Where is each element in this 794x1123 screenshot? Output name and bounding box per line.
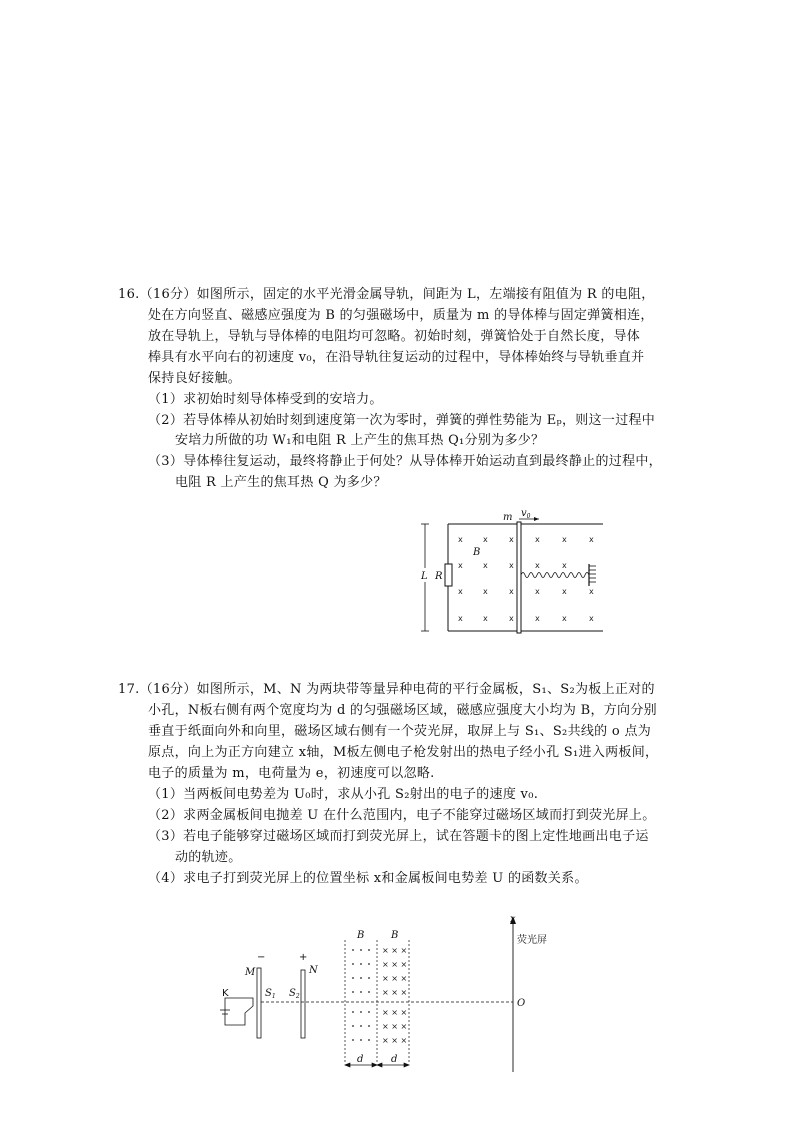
field-mark: x [509,561,514,570]
svg-text:× × ×: × × × [382,1022,408,1031]
field-mark: x [509,614,514,623]
q17-line-5: 电子的质量为 m，电荷量为 e，初速度可以忽略. [148,766,435,781]
field-out-dots [352,949,370,1041]
svg-text:× × ×: × × × [382,946,408,955]
svg-text:× × ×: × × × [382,1036,408,1045]
field-mark: x [535,561,540,570]
field-mark: x [458,614,463,623]
q17-figure [205,910,555,1080]
plate-n [301,970,305,1038]
length-label: L [421,571,428,582]
q16-sub-3: （3）导体棒往复运动，最终将静止于何处？从导体棒开始运动直到最终静止的过程中， [148,454,662,469]
gun-label: K [222,988,229,999]
field-in-crosses [382,946,407,1045]
hole-s2-label: $S_2$ [289,988,300,1000]
q16-sub-2: （2）若导体棒从初始时刻到速度第一次为零时，弹簧的弹性势能为 Eₚ，则这一过程中 [148,413,656,428]
mass-label: m [503,512,513,523]
svg-text:× × ×: × × × [382,960,408,969]
plate-n-sign: + [299,952,308,963]
field-mark: x [562,587,567,596]
field-mark: x [483,561,488,570]
q17-sub-2: （2）求两金属板间电抛差 U 在什么范围内，电子不能穿过磁场区域而打到荧光屏上。 [148,808,656,823]
q16-sub-2b: 安培力所做的功 W₁和电阻 R 上产生的焦耳热 Q₁分别为多少？ [175,433,545,448]
q17-line-1: 17.（16分）如图所示，M、N 为两块带等量异种电荷的平行金属板，S₁、S₂为板上正对的 [118,682,655,697]
plate-m-sign: − [257,952,266,963]
field-mark: x [535,587,540,596]
hole-s1-label: $S_1$ [265,988,276,1000]
q17-sub-3: （3）若电子能够穿过磁场区域而打到荧光屏上，试在答题卡的图上定性地画出电子运 [148,829,649,844]
svg-text:× × ×: × × × [382,1008,408,1017]
field-mark: x [589,587,594,596]
velocity-label: $v_0$ [521,508,531,520]
plate-m-label: M [245,967,256,978]
field-mark: x [483,535,488,544]
q16-line-3: 放在导轨上，导轨与导体棒的电阻均可忽略。初始时刻，弹簧恰处于自然长度，导体 [148,329,641,344]
svg-text:× × ×: × × × [382,974,408,983]
q17-sub-3b: 动的轨迹。 [175,850,242,865]
plate-n-label: N [309,965,318,976]
field-out-label: B [357,930,365,941]
width-label-1: d [357,1054,364,1065]
field-mark: x [509,587,514,596]
q16-line-5: 保持良好接触。 [148,371,242,386]
field-mark: x [483,614,488,623]
width-label-2: d [391,1054,398,1065]
resistor-label: R [435,571,443,582]
q17-sub-4: （4）求电子打到荧光屏上的位置坐标 x和金属板间电势差 U 的函数关系。 [148,871,588,886]
origin-label: O [517,998,526,1009]
field-label: B [473,547,481,558]
q16-sub-3b: 电阻 R 上产生的焦耳热 Q 为多少？ [175,475,387,490]
field-mark: x [483,587,488,596]
q17-line-2: 小孔，N板右侧有两个宽度均为 d 的匀强磁场区域，磁感应强度大小均为 B，方向分别 [148,703,657,718]
q17-line-3: 垂直于纸面向外和向里，磁场区域右侧有一个荧光屏，取屏上与 S₁、S₂共线的 o 点为 [148,724,652,739]
q16-figure [415,506,610,636]
spring [521,573,589,578]
x-axis-label: x [510,914,516,925]
q17-sub-1: （1）当两板间电势差为 U₀时，求从小孔 S₂射出的电子的速度 v₀. [148,787,539,802]
q16-line-4: 棒具有水平向右的初速度 v₀，在沿导轨往复运动的过程中，导体棒始终与导轨垂直并 [148,350,645,365]
field-mark: x [509,535,514,544]
field-mark: x [589,535,594,544]
plate-m [257,968,261,1038]
field-mark: x [562,614,567,623]
field-mark: x [535,535,540,544]
q16-sub-1: （1）求初始时刻导体棒受到的安培力。 [148,392,383,407]
field-mark: x [535,614,540,623]
field-mark: x [458,535,463,544]
field-mark: x [562,561,567,570]
field-mark: x [458,561,463,570]
q16-line-1: 16.（16分）如图所示，固定的水平光滑金属导轨，间距为 L，左端接有阻值为 R 的电阻， [118,287,655,302]
screen-label: 荧光屏 [517,935,547,946]
q17-line-4: 原点，向上为正方向建立 x轴，M板左侧电子枪发射出的热电子经小孔 S₁进入两板间， [148,745,659,760]
svg-text:× × ×: × × × [382,988,408,997]
field-mark: x [458,587,463,596]
electron-gun [220,998,253,1025]
field-mark: x [589,614,594,623]
q16-line-2: 处在方向竖直、磁感应强度为 B 的匀强磁场中，质量为 m 的导体棒与固定弹簧相连， [148,308,654,323]
field-mark: x [562,535,567,544]
field-in-label: B [391,930,399,941]
